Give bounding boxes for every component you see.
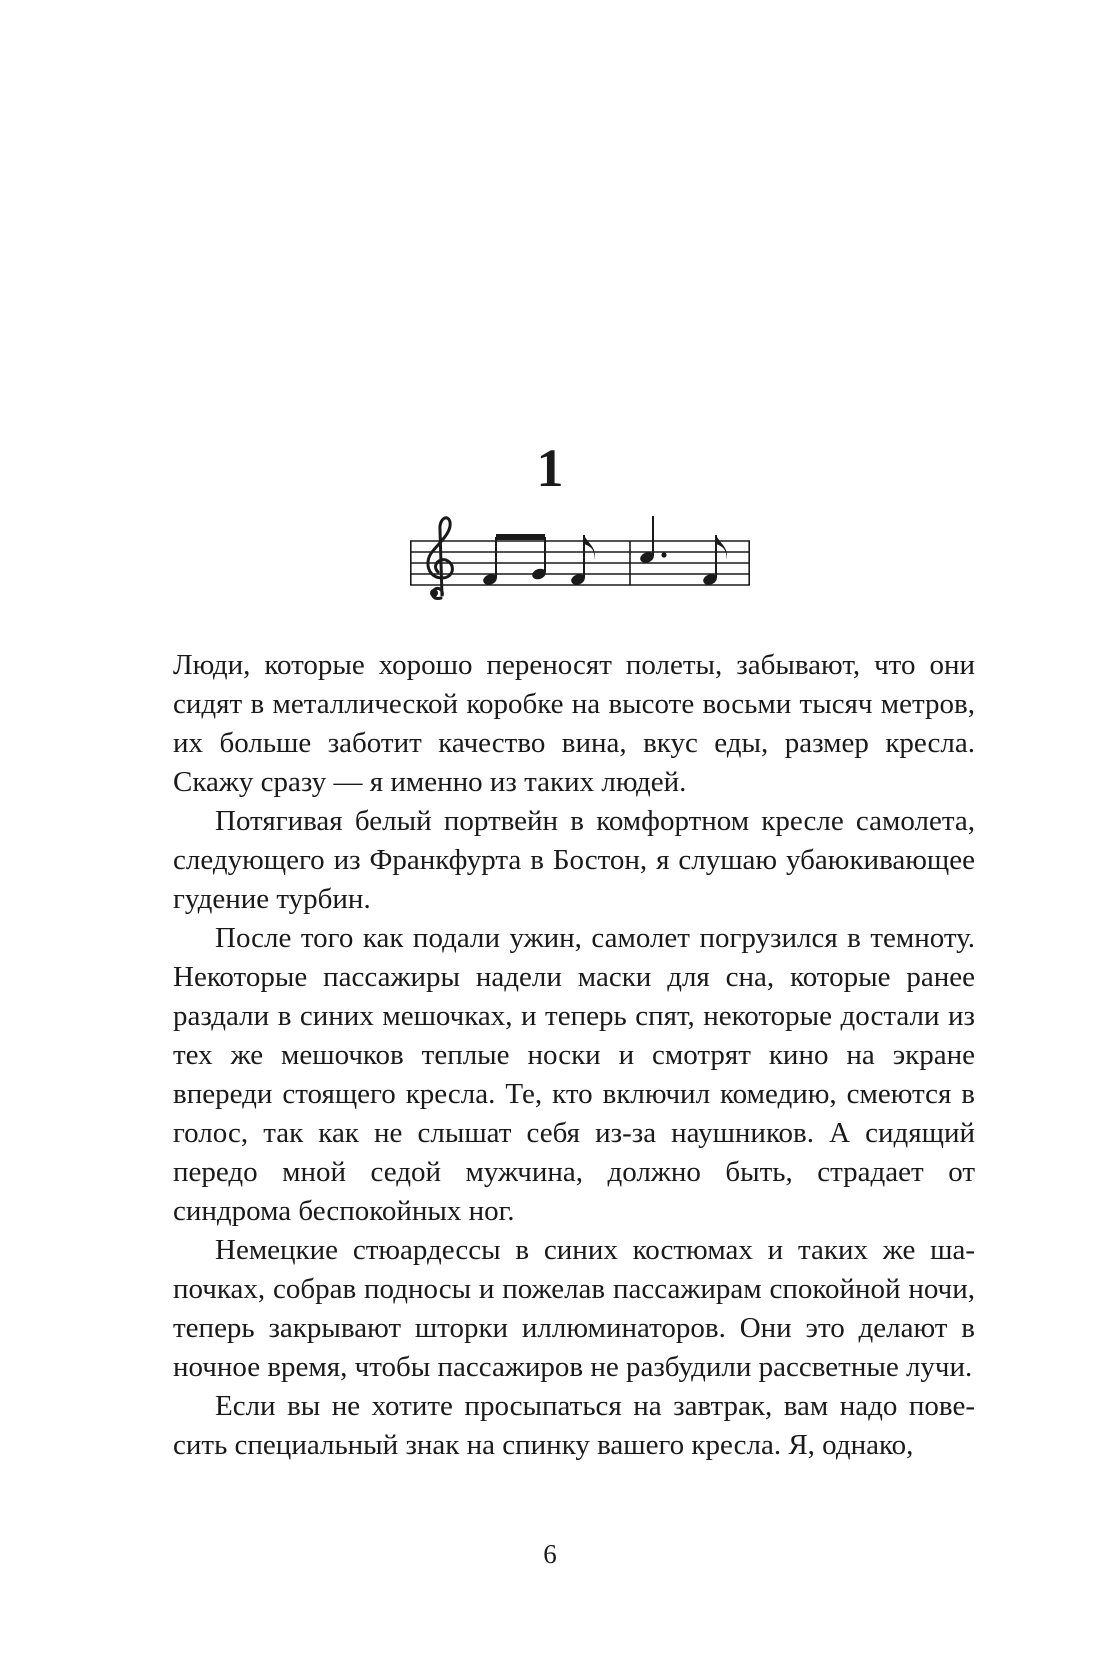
music-staff-ornament — [410, 500, 750, 610]
paragraph: Если вы не хотите просыпаться на завтрак, вам надо повесить специальный знак на спинку вашего кресла. Я, однако, — [173, 1390, 975, 1461]
eighth-note-final — [702, 535, 727, 587]
page-number: 6 — [543, 1539, 557, 1569]
paragraph: Люди, которые хорошо переносят полеты, забывают, что они сидят в металлической коробке на высоте восьми тысяч метров, их больше заботит качество вина, вкус еды, размер кресла. Скажу сразу — я именно из таких людей. — [173, 649, 975, 798]
paragraph: Потягивая белый портвейн в комфортном кресле самолета, следующего из Франкфурта в Бостон, я слушаю убаюкивающее гудение турбин. — [173, 805, 975, 915]
paragraph: После того как подали ужин, самолет погрузился в темноту. Некоторые пассажиры надели маски для сна, которые ранее раздали в синих мешочках, и теперь спят, некоторые достали из тех же мешочков теплые носки и смотрят кино на экране впереди стоящего кресла. Те, кто включил комедию, смеются в голос, так как не слышат себя из-за наушников. А сидящий передо мной седой мужчина, должно быть, страдает от синдрома беспокойных ног. — [173, 922, 975, 1227]
treble-clef-icon — [428, 518, 452, 599]
chapter-number: 1 — [536, 438, 564, 498]
chapter-body-text — [173, 646, 975, 1465]
eighth-note — [570, 535, 595, 587]
paragraph: Немецкие стюардессы в синих костюмах и таких же шапочках, собрав подносы и пожелав пассажирам спокойной ночи, теперь закрывают шторки иллюминаторов. Они это делают в ночное время, чтобы пассажиров не разбудили рассветные лучи. — [173, 1234, 975, 1383]
beamed-notes — [482, 534, 548, 587]
